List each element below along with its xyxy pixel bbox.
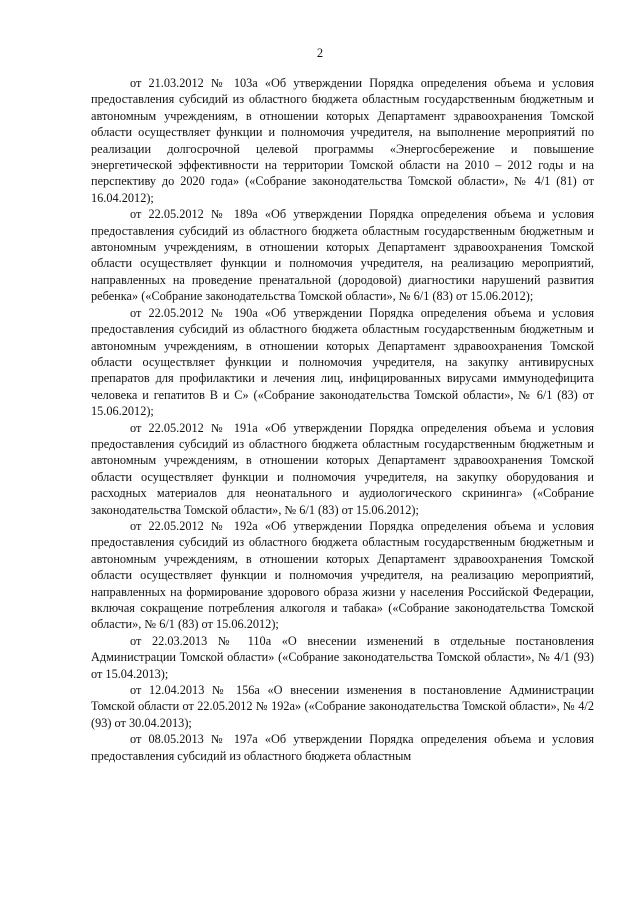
paragraph-103a: от 21.03.2012 № 103а «Об утверждении Порядка определения объема и условия предоставления субсидий из областного бюджета областным государственным бюджетным и автономным учреждениям, в отношении которых Департамент здравоохранения Томской области осуществляет функции и полномочия учредителя, на выполнение мероприятий по реализации долгосрочной целевой программы «Энергосбережение и повышение энергетической эффективности на территории Томской области на 2010 – 2012 годы и на перспективу до 2020 года» («Собрание законодательства Томской области», № 4/1 (81) от 16.04.2012); (91, 76, 594, 205)
paragraph-197a: от 08.05.2013 № 197а «Об утверждении Порядка определения объема и условия предоставления субсидий из областного бюджета областным (91, 732, 594, 763)
paragraph-189a: от 22.05.2012 № 189а «Об утверждении Порядка определения объема и условия предоставления субсидий из областного бюджета областным государственным бюджетным и автономным учреждениям, в отношении которых Департамент здравоохранения Томской области осуществляет функции и полномочия учредителя, на реализацию мероприятий, направленных на проведение пренатальной (дородовой) диагностики нарушений развития ребенка» («Собрание законодательства Томской области», № 6/1 (83) от 15.06.2012); (91, 207, 594, 304)
paragraph-110a: от 22.03.2013 № 110а «О внесении изменений в отдельные постановления Администрации Томской области» («Собрание законодательства Томской области», № 4/1 (93) от 15.04.2013); (91, 633, 594, 681)
paragraph-190a: от 22.05.2012 № 190а «Об утверждении Порядка определения объема и условия предоставления субсидий из областного бюджета областным государственным бюджетным и автономным учреждениям, в отношении которых Департамент здравоохранения Томской области осуществляет функции и полномочия учредителя, на закупку антивирусных препаратов для профилактики и лечения лиц, инфицированных вирусами иммунодефицита человека и гепатитов В и С» («Собрание законодательства Томской области», № 6/1 (83) от 15.06.2012); (91, 305, 594, 419)
paragraph-191a: от 22.05.2012 № 191а «Об утверждении Порядка определения объема и условия предоставления субсидий из областного бюджета областным государственным бюджетным и автономным учреждениям, в отношении которых Департамент здравоохранения Томской области осуществляет функции и полномочия учредителя, на закупку оборудования и расходных материалов для неонатального и аудиологического скрининга» («Собрание законодательства Томской области», № 6/1 (83) от 15.06.2012); (91, 420, 594, 517)
paragraph-156a: от 12.04.2013 № 156а «О внесении изменения в постановление Администрации Томской области от 22.05.2012 № 192а» («Собрание законодательства Томской области», № 4/2 (93) от 30.04.2013); (91, 683, 594, 730)
paragraph-192a: от 22.05.2012 № 192а «Об утверждении Порядка определения объема и условия предоставления субсидий из областного бюджета областным государственным бюджетным и автономным учреждениям, в отношении которых Департамент здравоохранения Томской области осуществляет функции и полномочия учредителя, на реализацию мероприятий, направленных на формирование здорового образа жизни у населения Российской Федерации, включая сокращение потребления алкоголя и табака» («Собрание законодательства Томской области», № 6/1 (83) от 15.06.2012); (91, 518, 594, 632)
document-body (91, 75, 594, 764)
page-number: 2 (316, 46, 324, 60)
